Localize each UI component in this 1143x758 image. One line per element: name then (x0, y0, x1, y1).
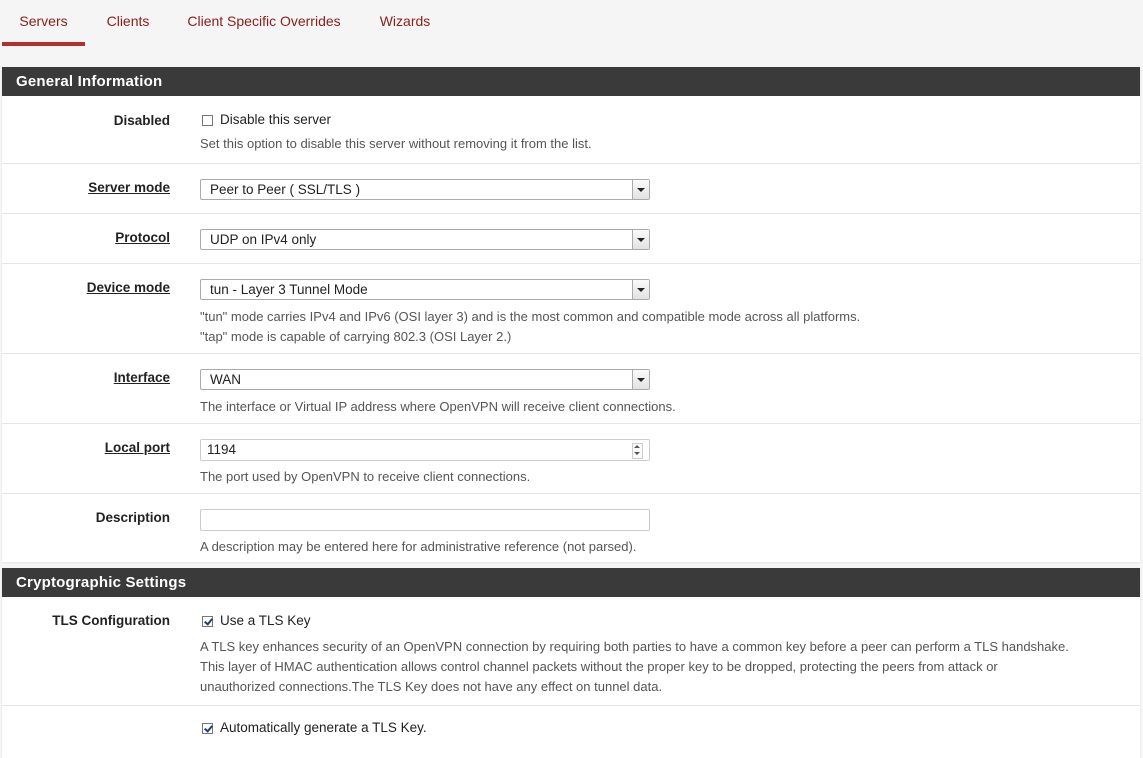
disable-server-checkbox[interactable] (202, 115, 213, 126)
local-port-help: The port used by OpenVPN to receive client connections. (200, 469, 531, 484)
tls-help-line-3: unauthorized connections.The TLS Key does not have any effect on tunnel data. (200, 679, 663, 694)
device-mode-value: tun - Layer 3 Tunnel Mode (210, 282, 368, 297)
row-disabled (2, 96, 1140, 164)
row-tls-configuration (2, 597, 1140, 706)
local-port-input[interactable] (200, 439, 650, 461)
tab-client-specific-overrides[interactable]: Client Specific Overrides (187, 13, 341, 29)
auto-generate-tls-key-checkbox[interactable] (202, 723, 213, 734)
spinner-icon[interactable] (632, 443, 643, 459)
row-local-port (2, 424, 1140, 494)
use-tls-key-checkbox-label: Use a TLS Key (220, 613, 311, 628)
protocol-select[interactable] (200, 229, 650, 250)
device-mode-select[interactable] (200, 279, 650, 300)
chevron-down-icon (632, 370, 649, 389)
row-protocol (2, 214, 1140, 264)
row-auto-tls-key (2, 706, 1140, 752)
row-device-mode (2, 264, 1140, 354)
auto-generate-tls-key-label: Automatically generate a TLS Key. (220, 720, 427, 735)
interface-label: Interface (113, 370, 170, 385)
description-label: Description (95, 510, 170, 525)
tab-wizards[interactable]: Wizards (379, 13, 431, 29)
interface-value: WAN (210, 372, 241, 387)
tab-bar (0, 0, 1143, 46)
tls-configuration-label: TLS Configuration (52, 613, 170, 628)
tls-help-line-2: This layer of HMAC authentication allows control channel packets without the proper key to be dropped, protecting the peers from attack or (200, 659, 998, 674)
chevron-down-icon (632, 230, 649, 249)
description-input[interactable] (200, 509, 650, 531)
description-help: A description may be entered here for administrative reference (not parsed). (200, 539, 637, 554)
device-mode-label: Device mode (86, 280, 170, 295)
protocol-value: UDP on IPv4 only (210, 232, 317, 247)
server-mode-select[interactable] (200, 179, 650, 200)
device-mode-help-tun: "tun" mode carries IPv4 and IPv6 (OSI layer 3) and is the most common and compatible mode across all platforms. (200, 309, 861, 324)
tls-help-line-1: A TLS key enhances security of an OpenVPN connection by requiring both parties to have a common key before a peer can perform a TLS handshake. (200, 639, 1069, 654)
tab-servers[interactable]: Servers (2, 0, 85, 46)
protocol-label: Protocol (115, 230, 170, 245)
tab-clients[interactable]: Clients (106, 13, 150, 29)
disabled-help: Set this option to disable this server without removing it from the list. (200, 136, 592, 151)
interface-help: The interface or Virtual IP address where OpenVPN will receive client connections. (200, 399, 676, 414)
local-port-label: Local port (104, 440, 170, 455)
server-mode-value: Peer to Peer ( SSL/TLS ) (210, 182, 361, 197)
chevron-down-icon (632, 280, 649, 299)
row-server-mode (2, 164, 1140, 214)
disable-server-checkbox-label: Disable this server (220, 112, 332, 127)
server-mode-label: Server mode (88, 180, 170, 195)
panel-title: Cryptographic Settings (2, 568, 1140, 597)
use-tls-key-checkbox[interactable] (202, 616, 213, 627)
general-information-panel (2, 67, 1140, 562)
cryptographic-settings-panel (2, 568, 1140, 758)
local-port-value: 1194 (207, 442, 237, 457)
chevron-down-icon (632, 180, 649, 199)
panel-title: General Information (2, 67, 1140, 96)
disabled-label: Disabled (113, 113, 170, 128)
row-interface (2, 354, 1140, 424)
row-description (2, 494, 1140, 562)
device-mode-help-tap: "tap" mode is capable of carrying 802.3 (OSI Layer 2.) (200, 329, 512, 344)
interface-select[interactable] (200, 369, 650, 390)
